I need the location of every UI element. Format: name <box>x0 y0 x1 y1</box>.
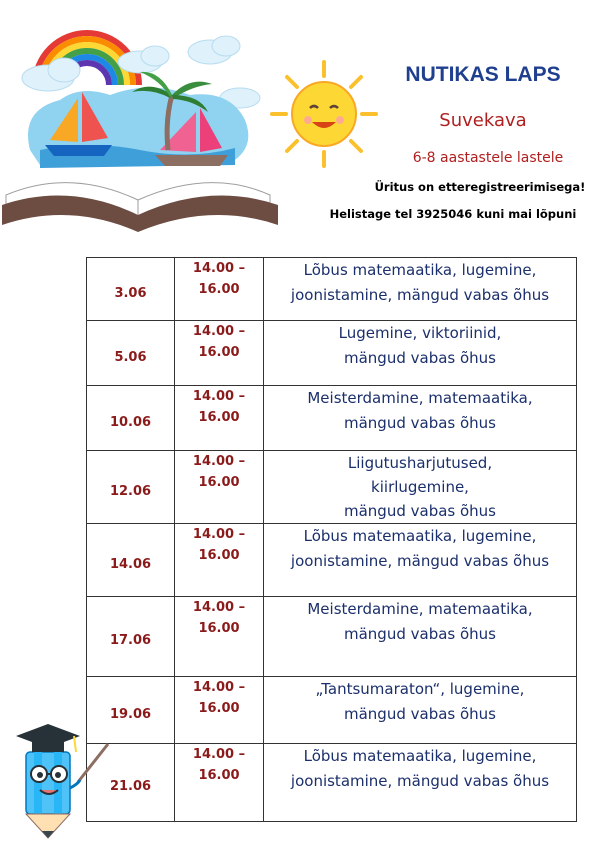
table-row <box>87 524 577 597</box>
time-cell: 14.00 – 16.00 <box>175 451 264 524</box>
activity-cell: Lugemine, viktoriinid, mängud vabas õhus <box>264 321 577 386</box>
time-cell: 14.00 – 16.00 <box>175 386 264 451</box>
time-cell: 14.00 – 16.00 <box>175 258 264 321</box>
table-row <box>87 744 577 822</box>
table-row <box>87 677 577 744</box>
activity-cell: Lõbus matemaatika, lugemine, joonistamine, mängud vabas õhus <box>264 524 577 597</box>
date-cell: 12.06 <box>87 451 175 524</box>
table-row <box>87 321 577 386</box>
sun-icon <box>268 58 380 170</box>
date-cell: 21.06 <box>87 744 175 822</box>
activity-cell: Lõbus matemaatika, lugemine, joonistamine, mängud vabas õhus <box>264 744 577 822</box>
table-row <box>87 258 577 321</box>
time-cell: 14.00 – 16.00 <box>175 524 264 597</box>
table-row <box>87 386 577 451</box>
date-cell: 10.06 <box>87 386 175 451</box>
schedule-table <box>86 257 577 822</box>
activity-cell: „Tantsumaraton“, lugemine, mängud vabas õhus <box>264 677 577 744</box>
time-cell: 14.00 – 16.00 <box>175 744 264 822</box>
open-book-icon <box>2 183 278 232</box>
activity-cell: Liigutusharjutused, kiirlugemine, mängud vabas õhus <box>264 451 577 524</box>
program-title: NUTIKAS LAPS <box>405 63 561 86</box>
date-cell: 19.06 <box>87 677 175 744</box>
table-row <box>87 597 577 677</box>
time-cell: 14.00 – 16.00 <box>175 321 264 386</box>
contact-note: Helistage tel 3925046 kuni mai lõpuni <box>329 207 577 221</box>
date-cell: 3.06 <box>87 258 175 321</box>
date-cell: 17.06 <box>87 597 175 677</box>
activity-cell: Lõbus matemaatika, lugemine, joonistamine, mängud vabas õhus <box>264 258 577 321</box>
book-rainbow-illustration <box>0 0 290 240</box>
registration-note: Üritus on etteregistreerimisega! <box>374 180 586 194</box>
age-group: 6-8 aastastele lastele <box>412 150 564 166</box>
date-cell: 5.06 <box>87 321 175 386</box>
activity-cell: Meisterdamine, matemaatika, mängud vabas õhus <box>264 386 577 451</box>
time-cell: 14.00 – 16.00 <box>175 677 264 744</box>
table-row <box>87 451 577 524</box>
pencil-mascot-icon <box>8 712 118 842</box>
activity-cell: Meisterdamine, matemaatika, mängud vabas õhus <box>264 597 577 677</box>
program-subtitle: Suvekava <box>439 110 527 131</box>
time-cell: 14.00 – 16.00 <box>175 597 264 677</box>
date-cell: 14.06 <box>87 524 175 597</box>
